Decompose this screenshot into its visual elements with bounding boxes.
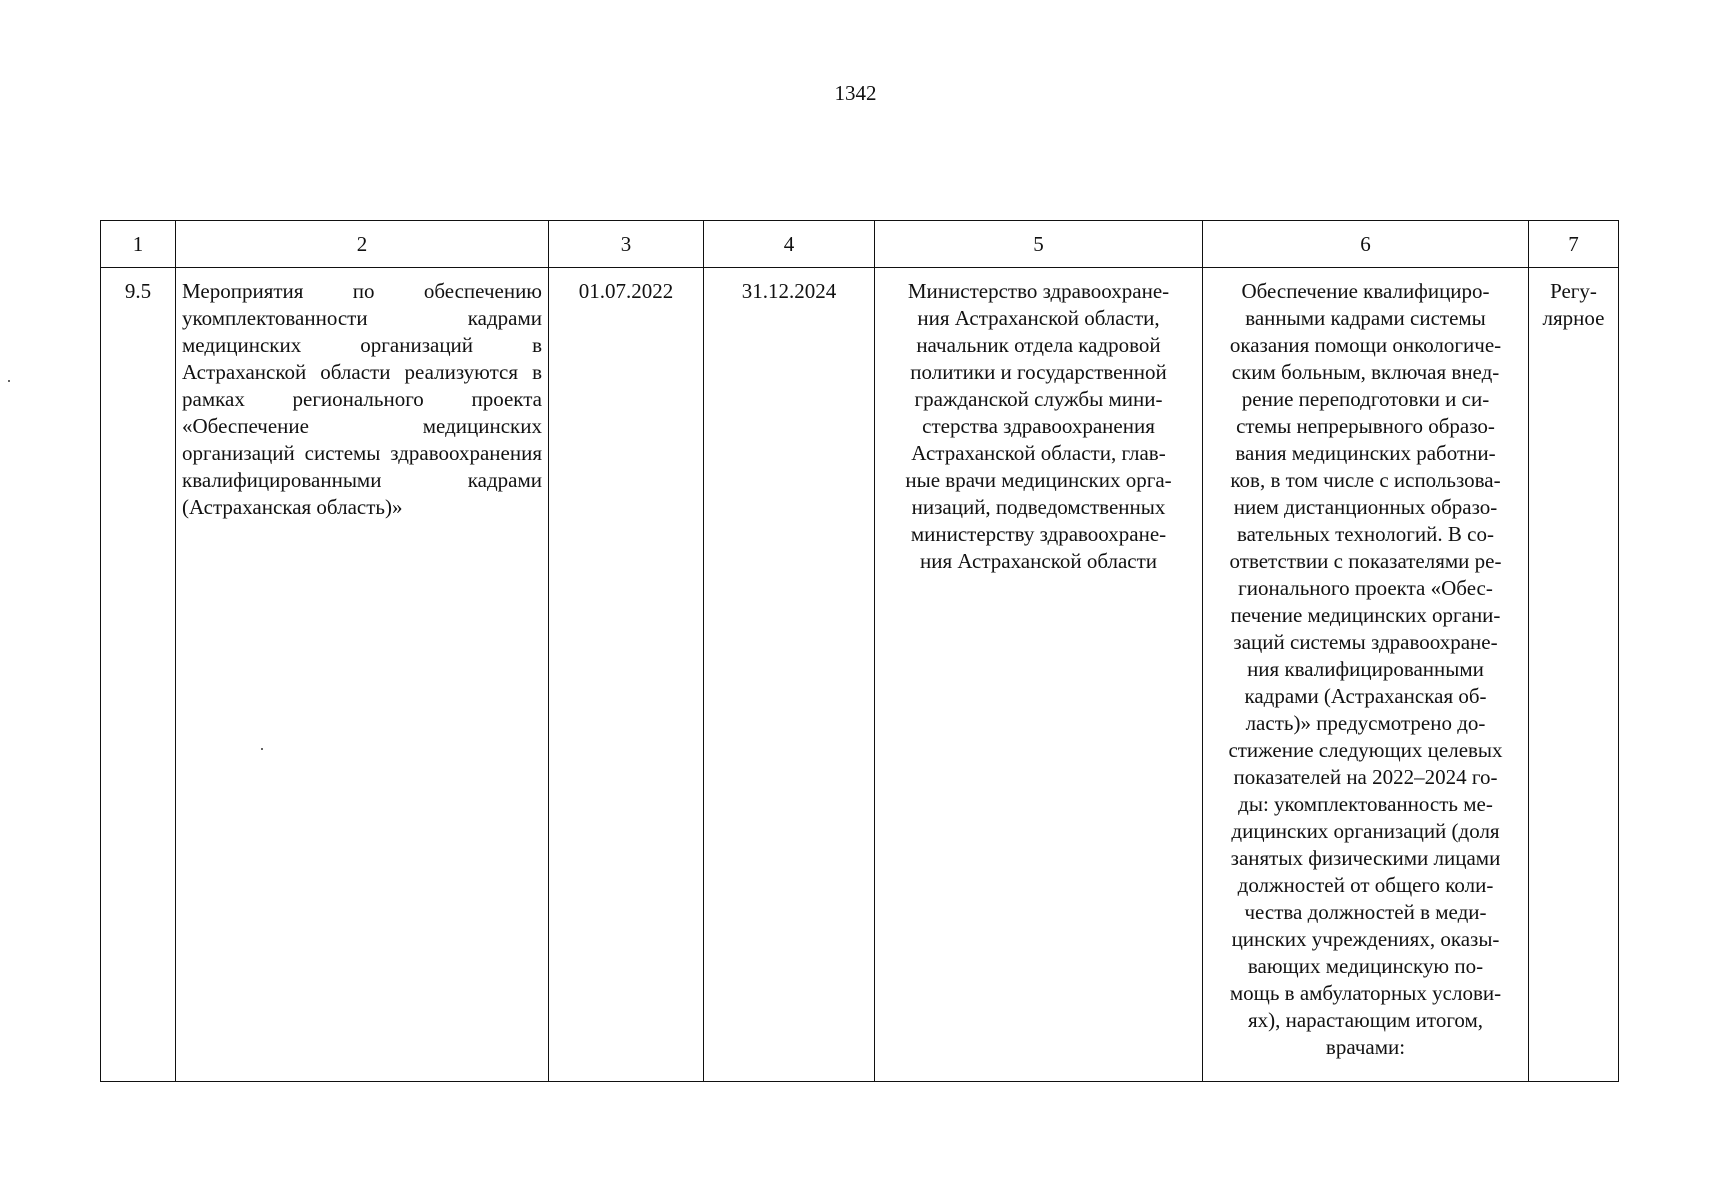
- column-header-7: 7: [1529, 221, 1619, 268]
- column-number-row: [101, 221, 1619, 268]
- expected-result-cell: Обеспечение квалифициро- ванными кадрами системы оказания помощи онкологиче- ским больным, включая внед- рение переподготовки и си- стемы непрерывного образо- вания медицинских работни- ков, в том числе с использова- нием дистанционных образо- вательных технологий. В со- ответствии с показателями ре- гионального проекта «Обес- печение медицинских органи- заций системы здравоохране- ния квалифицированными кадрами (Астраханская об- ласть)» предусмотрено до- стижение следующих целевых показателей на 2022–2024 го- ды: укомплектованность ме- дицинских организаций (доля занятых физическими лицами должностей от общего коли- чества должностей в меди- цинских учреждениях, оказы- вающих медицинскую по- мощь в амбулаторных услови- ях), нарастающим итогом, врачами:: [1203, 268, 1529, 1082]
- column-header-6: 6: [1203, 221, 1529, 268]
- page-number: 1342: [834, 81, 877, 105]
- executor-cell: Министерство здравоохране- ния Астраханской области, начальник отдела кадровой политики и государственной гражданской службы мини- стерства здравоохранения Астраханской области, глав- ные врачи медицинских орга- низаций, подведомственных министерству здравоохране- ния Астраханской области: [875, 268, 1203, 1082]
- column-header-5: 5: [875, 221, 1203, 268]
- column-header-1: 1: [101, 221, 176, 268]
- column-header-4: 4: [704, 221, 875, 268]
- table-row: [101, 268, 1619, 1082]
- start-date-cell: 01.07.2022: [549, 268, 704, 1082]
- column-header-3: 3: [549, 221, 704, 268]
- scan-speck: [8, 380, 10, 382]
- column-header-2: 2: [176, 221, 549, 268]
- end-date-cell: 31.12.2024: [704, 268, 875, 1082]
- scan-speck: [261, 748, 263, 750]
- measure-description-cell: Мероприятия по обеспечению укомплектованности кадрами медицинских организаций в Астраханской области реализуются в рамках регионального проекта «Обеспечение медицинских организаций системы здравоохранения квалифицированными кадрами (Астраханская область)»: [176, 268, 549, 1082]
- row-number-cell: 9.5: [101, 268, 176, 1082]
- measures-table: [100, 220, 1619, 1082]
- periodicity-cell: Регу- лярное: [1529, 268, 1619, 1082]
